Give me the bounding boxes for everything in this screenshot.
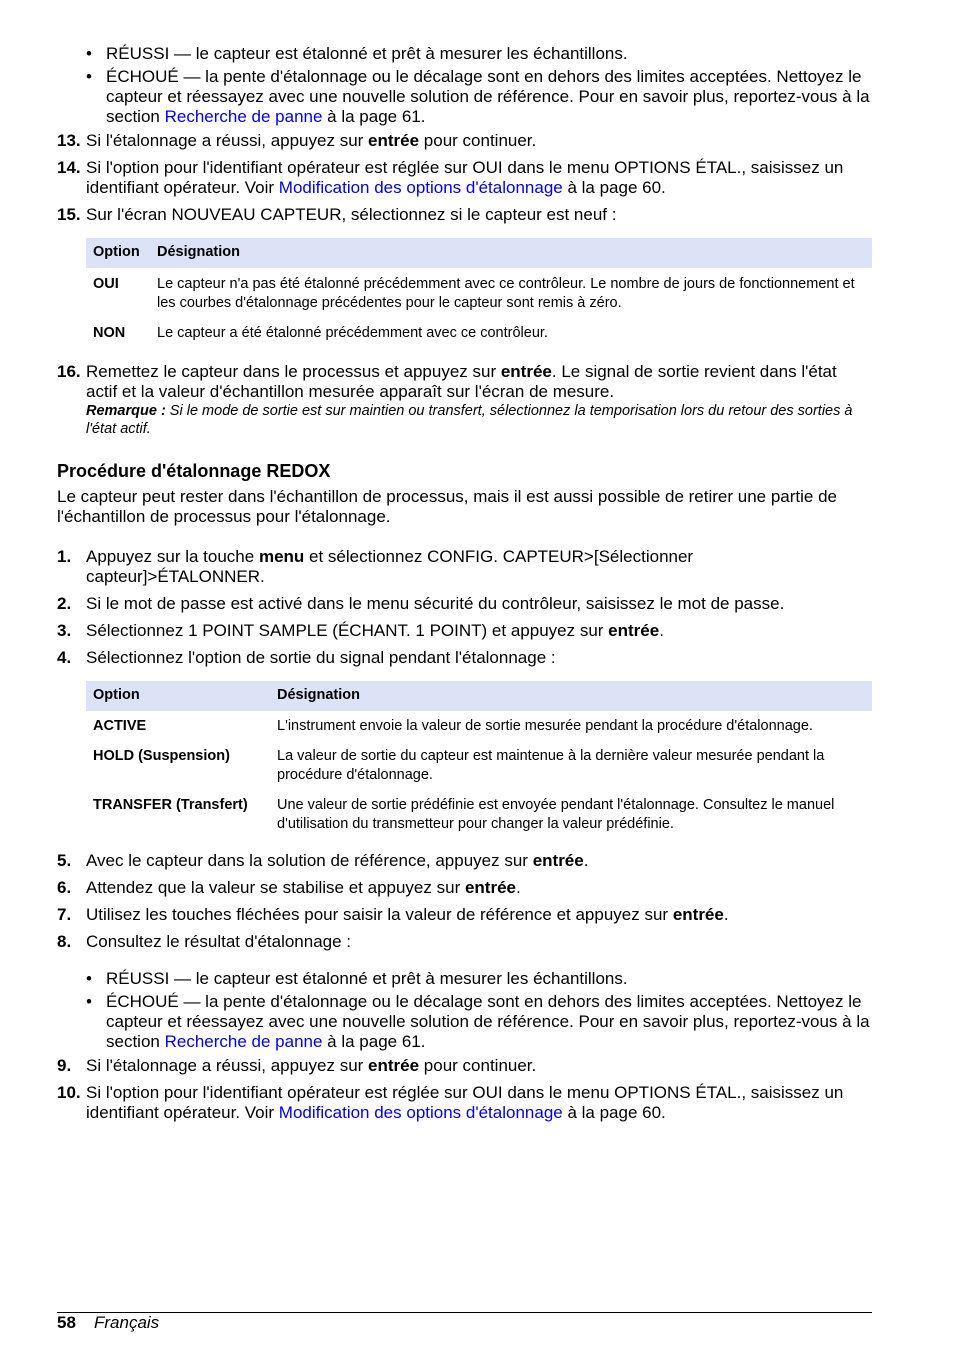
table-row <box>86 711 872 742</box>
step-8: 8. Consultez le résultat d'étalonnage : <box>57 932 352 951</box>
list-item: • RÉUSSI — le capteur est étalonné et prêt à mesurer les échantillons. <box>86 969 872 989</box>
page-number: 58 <box>57 1313 76 1332</box>
step-14: 14. Si l'option pour l'identifiant opérateur est réglée sur OUI dans le menu OPTIONS ÉTAL., saisissez un identifiant opérateur. Voir Modification des options d'étalonnage à la page 60. <box>57 158 844 197</box>
option-key: ACTIVE <box>93 717 147 734</box>
troubleshooting-link[interactable]: Recherche de panne <box>164 107 323 126</box>
table-row <box>86 741 872 790</box>
option-description: L'instrument envoie la valeur de sortie mesurée pendant la procédure d'étalonnage. <box>277 717 813 734</box>
option-description: Le capteur n'a pas été étalonné précédemment avec ce contrôleur. Le nombre de jours de fonctionnement et les courbes d'étalonnage précédentes pour le capteur sont remis à zéro. <box>157 276 855 311</box>
table-header: Option <box>86 238 150 268</box>
step-4: 4. Sélectionnez l'option de sortie du signal pendant l'étalonnage : <box>57 647 556 667</box>
step-5: 5. Avec le capteur dans la solution de référence, appuyez sur entrée. <box>57 851 589 870</box>
step-6: 6. Attendez que la valeur se stabilise et appuyez sur entrée. <box>57 878 521 897</box>
step-13: 13. Si l'étalonnage a réussi, appuyez sur entrée pour continuer. <box>57 131 537 150</box>
option-description: La valeur de sortie du capteur est maintenue à la dernière valeur mesurée pendant la procédure d'étalonnage. <box>277 748 825 783</box>
step-16: 16. Remettez le capteur dans le processus et appuyez sur entrée. Le signal de sortie revient dans l'état actif et la valeur d'échantillon mesurée apparaît sur l'écran de mesure. Remarque : Si le mode de sortie est sur maintien ou transfert, sélectionnez la temporisation lors du retour des sorties à l'état actif. <box>57 362 872 438</box>
step-7: 7. Utilisez les touches fléchées pour saisir la valeur de référence et appuyez sur entrée. <box>57 905 729 924</box>
table-header: Option <box>86 681 270 711</box>
section-heading: Procédure d'étalonnage REDOX <box>57 460 331 481</box>
option-description: Une valeur de sortie prédéfinie est envoyée pendant l'étalonnage. Consultez le manuel d'utilisation du transmetteur pour changer la valeur prédéfinie. <box>277 797 835 832</box>
step-15: 15. Sur l'écran NOUVEAU CAPTEUR, sélectionnez si le capteur est neuf : <box>57 205 617 224</box>
new-sensor-option-table <box>86 238 872 349</box>
step-3: 3. Sélectionnez 1 POINT SAMPLE (ÉCHANT. 1 POINT) et appuyez sur entrée. <box>57 620 664 640</box>
table-header: Désignation <box>150 238 872 268</box>
calibration-options-link[interactable]: Modification des options d'étalonnage <box>278 1103 563 1122</box>
table-row <box>86 268 872 318</box>
output-option-table <box>86 681 872 840</box>
list-item: • RÉUSSI — le capteur est étalonné et prêt à mesurer les échantillons. <box>86 44 872 64</box>
table-header-row <box>86 238 872 268</box>
option-description: Le capteur a été étalonné précédemment avec ce contrôleur. <box>157 325 548 341</box>
troubleshooting-link[interactable]: Recherche de panne <box>164 1032 323 1051</box>
step-10: 10. Si l'option pour l'identifiant opérateur est réglée sur OUI dans le menu OPTIONS ÉTAL., saisissez un identifiant opérateur. Voir Modification des options d'étalonnage à la page 60. <box>57 1083 844 1122</box>
note: Remarque : Si le mode de sortie est sur maintien ou transfert, sélectionnez la temporisation lors du retour des sorties à l'état actif. <box>86 402 853 437</box>
option-key: TRANSFER (Transfert) <box>93 797 248 813</box>
table-header: Désignation <box>270 681 872 711</box>
option-key: HOLD (Suspension) <box>93 748 230 764</box>
calibration-options-link[interactable]: Modification des options d'étalonnage <box>278 178 563 197</box>
list-item: • ÉCHOUÉ — la pente d'étalonnage ou le décalage sont en dehors des limites acceptées. Nettoyez le capteur et réessayez avec une nouvelle solution de référence. Pour en savoir plus, reportez-vous à la section Recherche de panne à la page 61. <box>86 67 872 127</box>
section-intro: Le capteur peut rester dans l'échantillon de processus, mais il est aussi possible de retirer une partie de l'échantillon de processus pour l'étalonnage. <box>57 486 838 526</box>
table-header-row <box>86 681 872 711</box>
page-footer <box>57 1312 872 1332</box>
option-key: OUI <box>93 276 119 292</box>
option-key: NON <box>93 325 126 341</box>
list-item: • ÉCHOUÉ — la pente d'étalonnage ou le décalage sont en dehors des limites acceptées. Nettoyez le capteur et réessayez avec une nouvelle solution de référence. Pour en savoir plus, reportez-vous à la section Recherche de panne à la page 61. <box>86 992 872 1052</box>
step-1: 1. Appuyez sur la touche menu et sélectionnez CONFIG. CAPTEUR>[Sélectionner capteur]>ÉTALONNER. <box>57 546 694 586</box>
table-row <box>86 318 872 349</box>
result-bullet-list <box>86 969 872 1052</box>
step-9: 9. Si l'étalonnage a réussi, appuyez sur entrée pour continuer. <box>57 1056 537 1075</box>
footer-language: Français <box>94 1313 160 1332</box>
result-bullet-list <box>86 44 872 127</box>
step-2: 2. Si le mot de passe est activé dans le menu sécurité du contrôleur, saisissez le mot de passe. <box>57 593 785 613</box>
document-page <box>57 44 872 1123</box>
table-row <box>86 790 872 839</box>
